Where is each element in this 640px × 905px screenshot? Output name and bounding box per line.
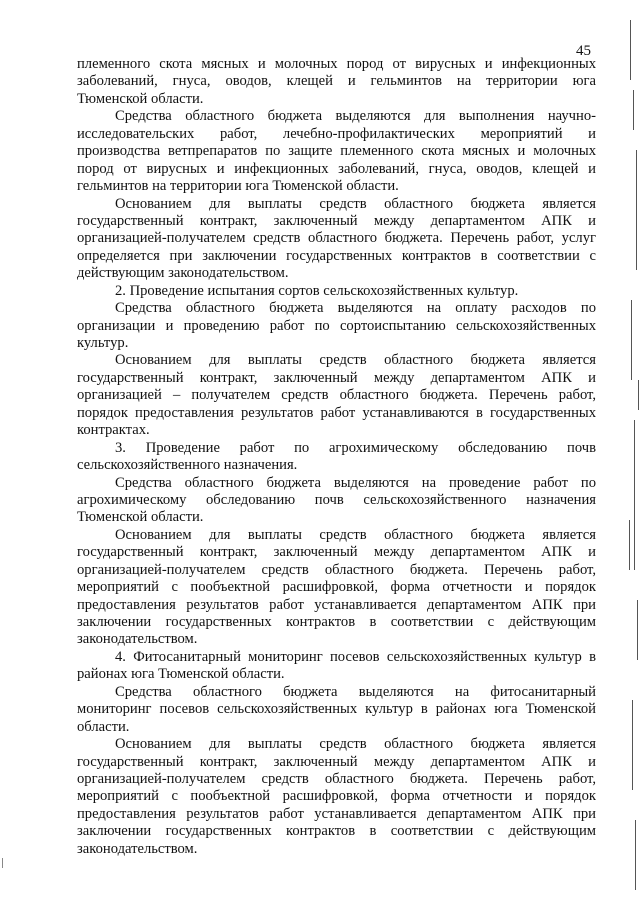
text-line: заболеваний, гнуса, оводов, клещей и гельминтов на территории юга <box>77 73 596 90</box>
scan-mark-artifact <box>2 858 7 868</box>
text-line: государственный контракт, заключенный между департаментом АПК и <box>77 544 596 561</box>
text-line: Средства областного бюджета выделяются на проведение работ по <box>115 474 596 491</box>
page-number: 45 <box>576 43 591 59</box>
text-line: государственный контракт, заключенный между департаментом АПК и <box>77 212 596 229</box>
text-line: государственный контракт, заключенный между департаментом АПК и <box>77 369 596 386</box>
text-line: организации и проведению работ по сортоиспытанию сельскохозяйственных <box>77 317 596 334</box>
text-line: мероприятий с пообъектной расшифровкой, форма отчетности и порядок <box>77 579 596 596</box>
text-line: организацией – получателем средств областного бюджета. Перечень работ, <box>77 387 596 404</box>
text-line: Основанием для выплаты средств областного бюджета является <box>115 526 596 543</box>
text-line: племенного скота мясных и молочных пород от вирусных и инфекционных <box>77 56 596 72</box>
text-line: законодательством. <box>77 840 198 857</box>
text-line: сельскохозяйственного назначения. <box>77 457 298 474</box>
text-line: законодательством. <box>77 631 198 648</box>
text-line: мероприятий с пообъектной расшифровкой, форма отчетности и порядок <box>77 788 596 805</box>
text-line: порядок предоставления результатов работ устанавливаются в государственных <box>77 404 596 421</box>
text-line: Средства областного бюджета выделяются на фитосанитарный <box>115 683 596 700</box>
text-line: мониторинг посевов сельскохозяйственных культур в районах юга Тюменской <box>77 701 596 718</box>
text-line: Основанием для выплаты средств областного бюджета является <box>115 736 596 753</box>
text-line: предоставления результатов работ устанавливается департаментом АПК при <box>77 805 596 822</box>
text-line: исследовательских работ, лечебно-профилактических мероприятий и <box>77 125 596 142</box>
text-line: заключении государственных контрактов в соответствии с действующим <box>77 614 596 630</box>
text-line: контрактах. <box>77 422 150 439</box>
text-line: предоставления результатов работ устанавливается департаментом АПК при <box>77 596 596 613</box>
text-line: пород от вирусных и инфекционных заболеваний, гнуса, оводов, клещей и <box>77 160 596 177</box>
document-body <box>77 56 596 858</box>
text-line: Основанием для выплаты средств областного бюджета является <box>115 352 596 369</box>
text-line: организацией-получателем средств областного бюджета. Перечень работ, <box>77 770 596 787</box>
text-line: государственный контракт, заключенный между департаментом АПК и <box>77 753 596 770</box>
text-line: агрохимическому обследованию почв сельскохозяйственного назначения <box>77 491 596 508</box>
text-line: 2. Проведение испытания сортов сельскохозяйственных культур. <box>115 282 519 299</box>
text-line: организацией-получателем средств областного бюджета. Перечень работ, <box>77 561 596 578</box>
text-line: 3. Проведение работ по агрохимическому обследованию почв <box>115 439 596 456</box>
text-line: Тюменской области. <box>77 509 204 526</box>
text-line: заключении государственных контрактов в соответствии с действующим <box>77 823 596 840</box>
text-line: гельминтов на территории юга Тюменской области. <box>77 178 399 195</box>
text-line: Средства областного бюджета выделяются на оплату расходов по <box>115 300 596 317</box>
text-line: действующим законодательством. <box>77 265 289 282</box>
text-line: Средства областного бюджета выделяются для выполнения научно- <box>115 108 596 125</box>
text-line: Тюменской области. <box>77 90 204 107</box>
text-line: Основанием для выплаты средств областного бюджета является <box>115 195 596 212</box>
text-line: определяется при заключении государственных контрактов в соответствии с <box>77 247 596 264</box>
text-line: организацией-получателем средств областного бюджета. Перечень работ, услуг <box>77 230 596 247</box>
scan-edge-artifact <box>628 0 640 905</box>
text-line: культур. <box>77 335 129 351</box>
text-line: 4. Фитосанитарный мониторинг посевов сельскохозяйственных культур в <box>115 648 596 665</box>
text-line: производства ветпрепаратов по защите племенного скота мясных и молочных <box>77 143 596 160</box>
text-line: районах юга Тюменской области. <box>77 666 285 683</box>
text-line: области. <box>77 718 130 735</box>
